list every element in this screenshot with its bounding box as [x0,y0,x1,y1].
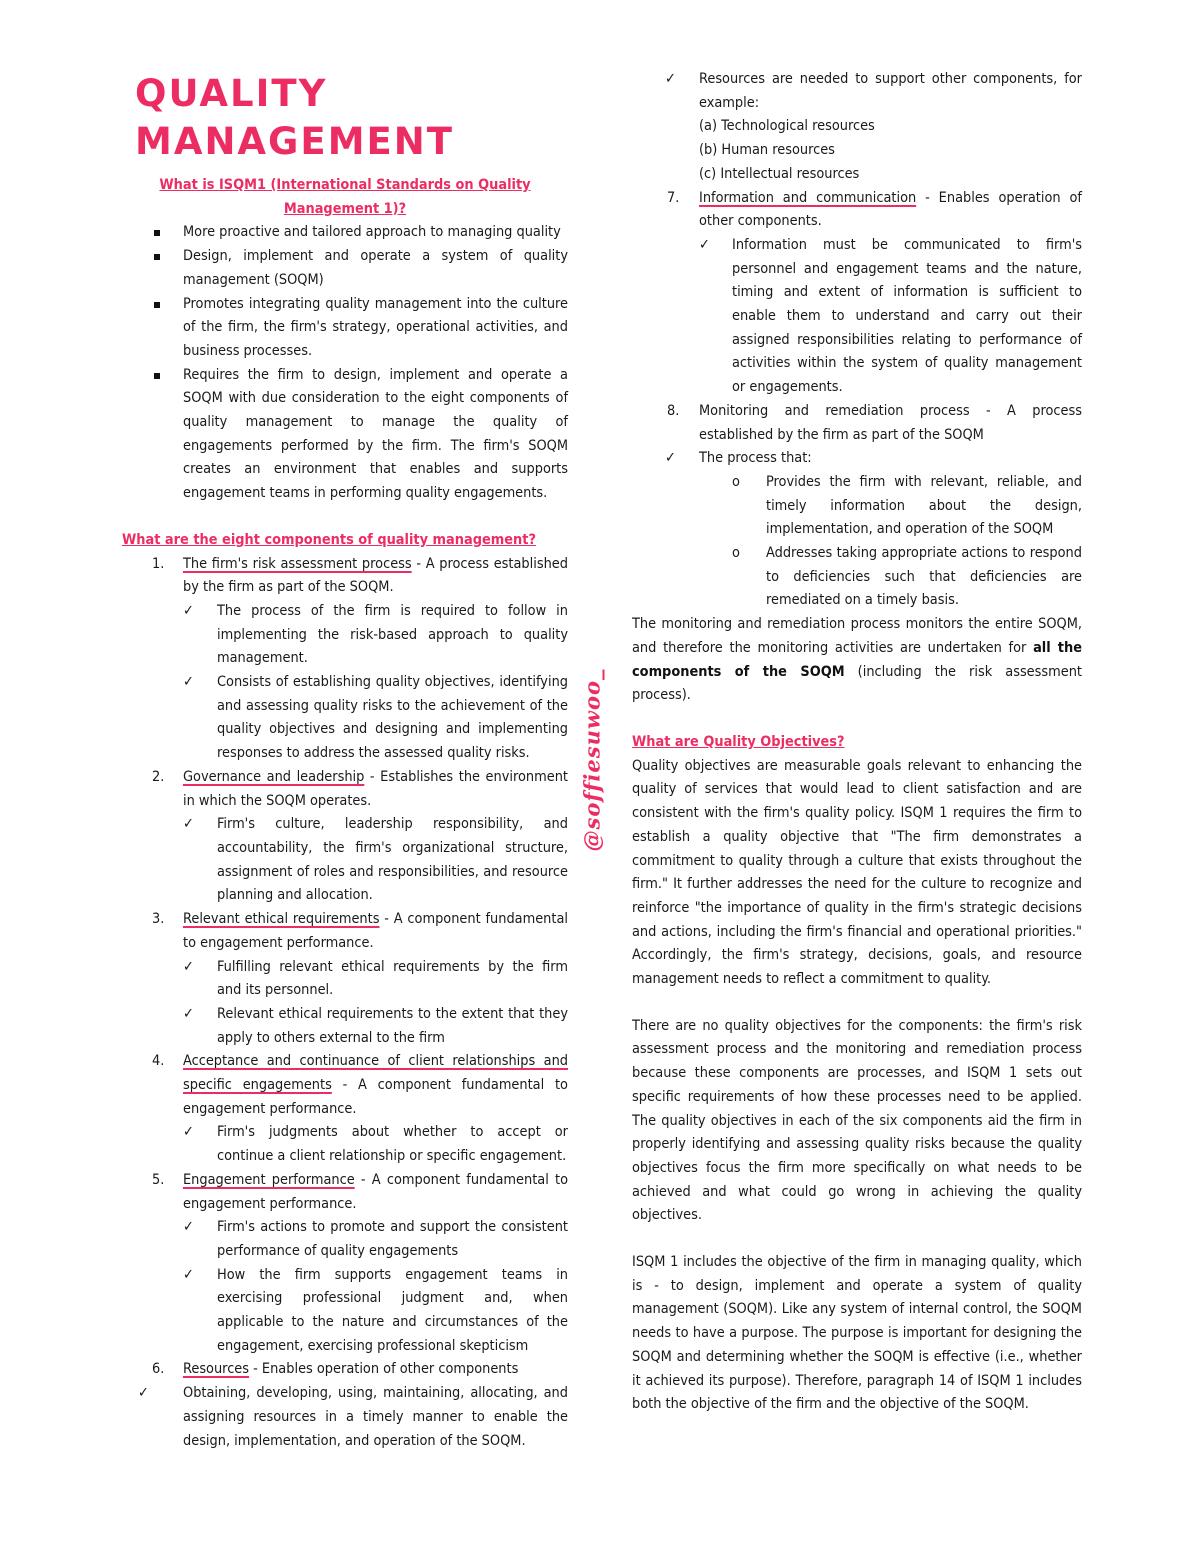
watermark-handle: @soffiesuwoo_ [579,668,605,852]
check-item: ✓ The process that: [632,447,1082,471]
page-title: QUALITY MANAGEMENT [135,72,454,163]
checkmark-icon: ✓ [183,1124,194,1141]
bullet-item: Promotes integrating quality management into the culture of the firm, the firm's strategy, operational activities, and business processes. [122,293,568,364]
left-column [122,70,568,1453]
square-bullet-icon [154,302,160,308]
checkmark-icon: ✓ [183,602,194,619]
question-heading-objectives: What are Quality Objectives? [632,733,845,750]
checkmark-icon: ✓ [183,816,194,833]
check-item: ✓ The process of the firm is required to follow in implementing the risk-based approach to quality management. [122,600,568,671]
checkmark-icon: ✓ [183,1219,194,1236]
paragraph-objectives: Quality objectives are measurable goals relevant to enhancing the quality of services that would lead to client satisfaction and are consistent with the firm's quality policy. ISQM 1 requires the firm to establish a quality objective that "The firm demonstrates a commitment to quality through a culture that exists throughout the firm." It further addresses the need for the culture to recognize and reinforce "the importance of quality in the firm's strategic decisions and actions, including the firm's financial and operational priorities." Accordingly, the firm's strategy, decisions, goals, and resource management needs to reflect a commitment to quality. [632,757,1082,988]
checkmark-icon: ✓ [183,674,194,691]
check-item: ✓ Fulfilling relevant ethical requirements by the firm and its personnel. [122,956,568,1003]
check-item: ✓ Obtaining, developing, using, maintaining, allocating, and assigning resources in a timely manner to enable the design, implementation, and operation of the SOQM. [122,1382,568,1453]
checkmark-icon: ✓ [138,1385,149,1402]
square-bullet-icon [154,254,160,260]
component-item-4: 4. Acceptance and continuance of client relationships and specific engagements - A component fundamental to engagement performance. [152,1053,568,1117]
bullet-item: More proactive and tailored approach to managing quality [122,221,568,245]
check-item: ✓ Relevant ethical requirements to the extent that they apply to others external to the firm [122,1003,568,1050]
check-item: ✓ Consists of establishing quality objectives, identifying and assessing quality risks to the achievement of the quality objectives and designing and implementing responses to address the assessed quality risks. [122,671,568,766]
square-bullet-icon [154,373,160,379]
check-item: ✓ Firm's culture, leadership responsibility, and accountability, the firm's organizational structure, assignment of roles and responsibilities, and resource planning and allocation. [122,813,568,908]
circle-bullet-icon: o [732,545,740,562]
checkmark-icon: ✓ [183,1005,194,1022]
component-item-7: 7. Information and communication - Enables operation of other components. [667,189,1082,230]
check-item: ✓ Resources are needed to support other components, for example: [632,68,1082,115]
sub-bullet-item: o Provides the firm with relevant, reliable, and timely information about the design, implementation, and operation of the SOQM [632,471,1082,542]
bullet-item: Design, implement and operate a system of quality management (SOQM) [122,245,568,292]
square-bullet-icon [154,230,160,236]
resource-type: (b) Human resources [699,142,835,159]
component-item-6: 6. Resources - Enables operation of other components [152,1361,519,1378]
component-item-3: 3. Relevant ethical requirements - A component fundamental to engagement performance. [152,911,568,951]
resource-type: (c) Intellectual resources [699,165,860,182]
paragraph-isqm1-objective: ISQM 1 includes the objective of the firm in managing quality, which is - to design, implement and operate a system of quality management (SOQM). Like any system of internal control, the SOQM needs to have a purpose. The purpose is important for designing the SOQM and determining whether the SOQM is effective (i.e., whether it achieved its purpose). Therefore, paragraph 14 of ISQM 1 includes both the objective of the firm and the objective of the SOQM. [632,1254,1082,1413]
component-item-5: 5. Engagement performance - A component fundamental to engagement performance. [152,1171,568,1212]
question-heading-isqm1: What is ISQM1 (International Standards on Quality Management 1)? [159,177,531,217]
paragraph-no-objectives: There are no quality objectives for the components: the firm's risk assessment process and the monitoring and remediation process because these components are processes, and ISQM 1 sets out specific requirements of how these processes need to be applied. The quality objectives in each of the six components aid the firm in properly identifying and assessing quality risks because the quality objectives focus the firm more specifically on what needs to be achieved and what could go wrong in achieving the quality objectives. [632,1017,1082,1224]
check-item: ✓ Information must be communicated to firm's personnel and engagement teams and the nature, timing and extent of information is sufficient to enable them to understand and carry out their assigned responsibilities relating to performance of activities within the system of quality management or engagements. [632,234,1082,400]
resource-type: (a) Technological resources [699,118,875,135]
question-heading-components: What are the eight components of quality management? [122,531,536,548]
bullet-item: Requires the firm to design, implement and operate a SOQM with due consideration to the eight components of quality management to manage the quality of engagements performed by the firm. The firm's SOQM creates an environment that enables and supports engagement teams in performing quality engagements. [122,364,568,506]
component-item-8: 8. Monitoring and remediation process - A process established by the firm as part of the SOQM [667,402,1082,443]
checkmark-icon: ✓ [665,450,676,467]
circle-bullet-icon: o [732,473,740,490]
right-column [632,68,1082,1417]
check-item: ✓ Firm's judgments about whether to accept or continue a client relationship or specific engagement. [122,1121,568,1168]
paragraph-monitoring: The monitoring and remediation process monitors the entire SOQM, and therefore the monitoring activities are undertaken for all the components of the SOQM (including the risk assessment process). [632,616,1083,704]
sub-bullet-item: o Addresses taking appropriate actions to respond to deficiencies such that deficiencies are remediated on a timely basis. [632,542,1082,613]
checkmark-icon: ✓ [183,958,194,975]
component-item-1: 1. The firm's risk assessment process - A process established by the firm as part of the SOQM. [152,555,568,596]
checkmark-icon: ✓ [699,236,710,253]
component-item-2: 2. Governance and leadership - Establishes the environment in which the SOQM operates. [152,768,568,809]
check-item: ✓ How the firm supports engagement teams in exercising professional judgment and, when applicable to the nature and circumstances of the engagement, exercising professional skepticism [122,1264,568,1359]
checkmark-icon: ✓ [183,1266,194,1283]
check-item: ✓ Firm's actions to promote and support the consistent performance of quality engagements [122,1216,568,1263]
checkmark-icon: ✓ [665,71,676,87]
